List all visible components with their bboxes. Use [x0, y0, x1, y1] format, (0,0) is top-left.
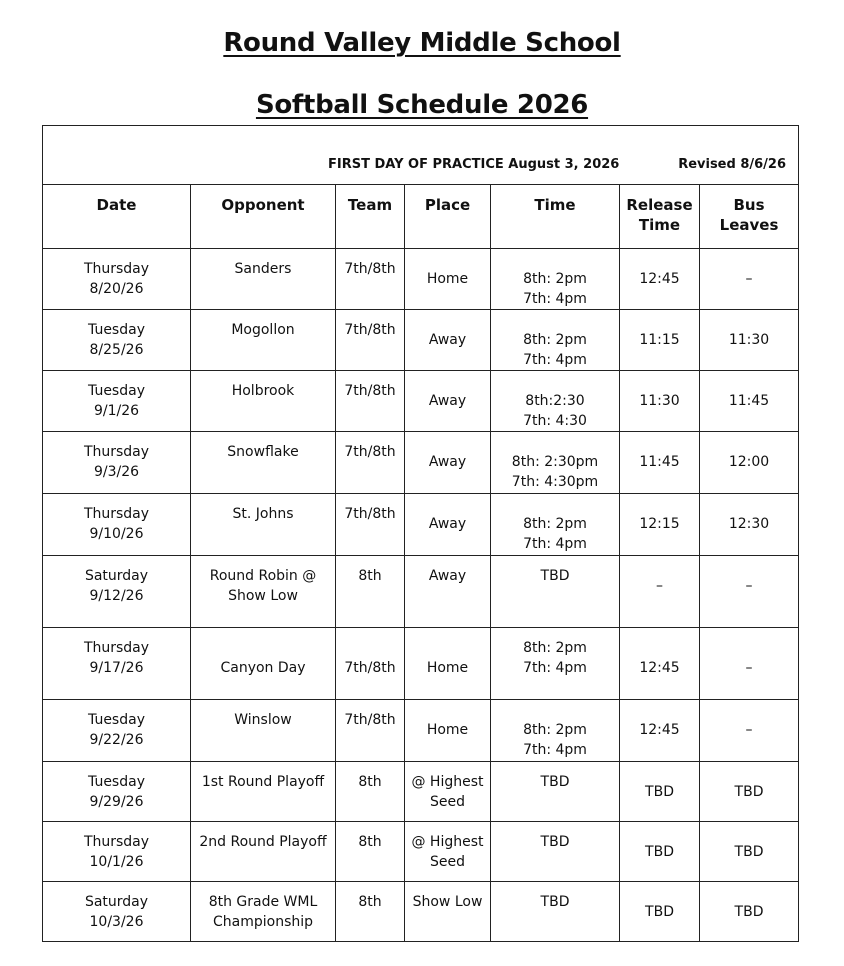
- opponent-line: Winslow: [234, 712, 292, 728]
- team-cell: 7th/8th: [336, 628, 405, 700]
- time-cell: [491, 822, 620, 882]
- opponent-line: 2nd Round Playoff: [199, 834, 327, 850]
- bus-leaves-cell: TBD: [700, 762, 799, 822]
- place-cell: [405, 822, 491, 882]
- team-cell: 8th: [336, 762, 405, 822]
- bus-leaves-cell: TBD: [700, 822, 799, 882]
- place-line: Seed: [430, 794, 465, 810]
- place-cell: [405, 310, 491, 371]
- opponent-line: St. Johns: [232, 506, 294, 522]
- release-time-cell: TBD: [620, 882, 700, 942]
- revision-note: Revised 8/6/26: [678, 157, 787, 172]
- place-cell: [405, 882, 491, 942]
- opponent-line: Sanders: [234, 261, 292, 277]
- bus-leaves-cell: 12:30: [700, 494, 799, 556]
- time-line: 8th: 2pm: [523, 271, 587, 287]
- date-cell: [43, 882, 191, 942]
- opponent-cell: [191, 371, 336, 432]
- opponent-line: Canyon Day: [220, 660, 306, 676]
- date-value: 9/10/26: [89, 526, 144, 542]
- date-day: Thursday: [83, 640, 150, 656]
- place-line: Away: [428, 332, 467, 348]
- opponent-line: Championship: [212, 914, 314, 930]
- opponent-line: Show Low: [228, 588, 298, 604]
- opponent-cell: [191, 762, 336, 822]
- place-cell: [405, 556, 491, 628]
- date-day: Tuesday: [88, 322, 145, 338]
- opponent-line: Mogollon: [231, 322, 295, 338]
- opponent-cell: [191, 494, 336, 556]
- release-time-cell: 11:15: [620, 310, 700, 371]
- table-row: [43, 310, 799, 371]
- place-cell: [405, 432, 491, 494]
- bus-leaves-cell: TBD: [700, 882, 799, 942]
- date-value: 10/3/26: [89, 914, 144, 930]
- opponent-line: 8th Grade WML: [208, 894, 318, 910]
- place-line: Away: [428, 393, 467, 409]
- time-cell: [491, 628, 620, 700]
- bus-leaves-cell: –: [700, 628, 799, 700]
- header-team: Team: [336, 185, 405, 249]
- date-value: 10/1/26: [89, 854, 144, 870]
- release-time-cell: 12:45: [620, 249, 700, 310]
- release-time-cell: 12:45: [620, 700, 700, 762]
- opponent-line: Snowflake: [227, 444, 299, 460]
- table-row: [43, 628, 799, 700]
- opponent-cell: [191, 700, 336, 762]
- bus-leaves-cell: 11:30: [700, 310, 799, 371]
- place-line: @ Highest: [411, 834, 484, 850]
- time-cell: [491, 700, 620, 762]
- time-line: 8th: 2pm: [523, 516, 587, 532]
- header-row: [43, 185, 799, 249]
- bus-leaves-cell: –: [700, 556, 799, 628]
- place-line: Show Low: [412, 894, 483, 910]
- opponent-line: Round Robin @: [209, 568, 317, 584]
- date-value: 9/29/26: [89, 794, 144, 810]
- release-time-cell: TBD: [620, 762, 700, 822]
- time-line: TBD: [540, 894, 570, 910]
- time-cell: [491, 310, 620, 371]
- opponent-line: Holbrook: [231, 383, 295, 399]
- date-cell: [43, 822, 191, 882]
- release-time-cell: 12:45: [620, 628, 700, 700]
- time-line: 7th: 4pm: [523, 291, 587, 307]
- place-cell: [405, 249, 491, 310]
- time-line: TBD: [540, 568, 570, 584]
- date-value: 9/22/26: [89, 732, 144, 748]
- time-line: 7th: 4pm: [523, 352, 587, 368]
- bus-leaves-cell: 11:45: [700, 371, 799, 432]
- header-bus-line1: Bus: [733, 196, 765, 214]
- schedule-title: Softball Schedule 2026: [255, 90, 589, 120]
- banner-row: [43, 126, 799, 185]
- time-line: 7th: 4:30pm: [511, 474, 599, 490]
- team-cell: 7th/8th: [336, 432, 405, 494]
- release-time-cell: –: [620, 556, 700, 628]
- release-time-cell: 11:45: [620, 432, 700, 494]
- date-value: 9/12/26: [89, 588, 144, 604]
- date-value: 8/25/26: [89, 342, 144, 358]
- date-day: Tuesday: [88, 712, 145, 728]
- header-release-line1: Release: [626, 196, 693, 214]
- team-cell: 8th: [336, 556, 405, 628]
- opponent-line: 1st Round Playoff: [201, 774, 325, 790]
- date-cell: [43, 432, 191, 494]
- date-cell: [43, 494, 191, 556]
- date-cell: [43, 762, 191, 822]
- time-line: TBD: [540, 774, 570, 790]
- date-day: Thursday: [83, 834, 150, 850]
- team-cell: 8th: [336, 882, 405, 942]
- time-cell: [491, 882, 620, 942]
- team-cell: 7th/8th: [336, 494, 405, 556]
- team-cell: 7th/8th: [336, 249, 405, 310]
- header-time: Time: [491, 185, 620, 249]
- table-row: [43, 371, 799, 432]
- time-cell: [491, 249, 620, 310]
- opponent-cell: [191, 249, 336, 310]
- date-value: 9/3/26: [93, 464, 140, 480]
- header-date: Date: [43, 185, 191, 249]
- date-value: 8/20/26: [89, 281, 144, 297]
- date-cell: [43, 371, 191, 432]
- date-day: Tuesday: [88, 383, 145, 399]
- time-line: 8th: 2pm: [523, 332, 587, 348]
- date-day: Saturday: [84, 568, 149, 584]
- place-cell: [405, 700, 491, 762]
- release-time-cell: TBD: [620, 822, 700, 882]
- time-line: TBD: [540, 834, 570, 850]
- time-line: 8th: 2pm: [523, 640, 587, 656]
- table-row: [43, 494, 799, 556]
- time-line: 8th: 2:30pm: [511, 454, 599, 470]
- team-cell: 8th: [336, 822, 405, 882]
- time-cell: [491, 371, 620, 432]
- place-line: @ Highest: [411, 774, 484, 790]
- place-cell: [405, 628, 491, 700]
- place-line: Away: [428, 454, 467, 470]
- table-row: [43, 822, 799, 882]
- time-line: 7th: 4pm: [523, 536, 587, 552]
- header-place: Place: [405, 185, 491, 249]
- time-line: 8th:2:30: [525, 393, 585, 409]
- release-time-cell: 11:30: [620, 371, 700, 432]
- date-day: Thursday: [83, 444, 150, 460]
- opponent-cell: [191, 432, 336, 494]
- header-bus-line2: Leaves: [719, 216, 779, 234]
- place-line: Seed: [430, 854, 465, 870]
- header-release-line2: Time: [638, 216, 681, 234]
- time-line: 7th: 4:30: [523, 413, 587, 429]
- table-row: [43, 882, 799, 942]
- opponent-cell: [191, 556, 336, 628]
- time-cell: [491, 556, 620, 628]
- date-value: 9/1/26: [93, 403, 140, 419]
- banner-cell: [43, 126, 799, 185]
- bus-leaves-cell: –: [700, 249, 799, 310]
- header-bus-leaves: [700, 185, 799, 249]
- time-line: 7th: 4pm: [523, 742, 587, 758]
- place-line: Home: [426, 271, 469, 287]
- date-day: Thursday: [83, 261, 150, 277]
- header-release-time: [620, 185, 700, 249]
- date-cell: [43, 556, 191, 628]
- date-cell: [43, 628, 191, 700]
- header-opponent: Opponent: [191, 185, 336, 249]
- table-row: [43, 762, 799, 822]
- place-cell: [405, 494, 491, 556]
- table-row: [43, 700, 799, 762]
- opponent-cell: [191, 882, 336, 942]
- opponent-cell: [191, 822, 336, 882]
- place-line: Home: [426, 660, 469, 676]
- bus-leaves-cell: 12:00: [700, 432, 799, 494]
- time-cell: [491, 494, 620, 556]
- place-line: Away: [428, 568, 467, 584]
- time-line: 8th: 2pm: [523, 722, 587, 738]
- bus-leaves-cell: –: [700, 700, 799, 762]
- date-cell: [43, 249, 191, 310]
- opponent-cell: [191, 310, 336, 371]
- table-row: [43, 432, 799, 494]
- place-line: Home: [426, 722, 469, 738]
- date-cell: [43, 310, 191, 371]
- time-line: 7th: 4pm: [523, 660, 587, 676]
- table-row: [43, 249, 799, 310]
- time-cell: [491, 432, 620, 494]
- opponent-cell: [191, 628, 336, 700]
- school-title: Round Valley Middle School: [223, 28, 621, 58]
- schedule-table: [42, 125, 799, 942]
- team-cell: 7th/8th: [336, 700, 405, 762]
- practice-start-note: FIRST DAY OF PRACTICE August 3, 2026: [328, 157, 620, 172]
- date-value: 9/17/26: [89, 660, 144, 676]
- time-cell: [491, 762, 620, 822]
- date-cell: [43, 700, 191, 762]
- team-cell: 7th/8th: [336, 310, 405, 371]
- team-cell: 7th/8th: [336, 371, 405, 432]
- date-day: Thursday: [83, 506, 150, 522]
- table-row: [43, 556, 799, 628]
- date-day: Saturday: [84, 894, 149, 910]
- place-cell: [405, 371, 491, 432]
- release-time-cell: 12:15: [620, 494, 700, 556]
- place-cell: [405, 762, 491, 822]
- place-line: Away: [428, 516, 467, 532]
- date-day: Tuesday: [88, 774, 145, 790]
